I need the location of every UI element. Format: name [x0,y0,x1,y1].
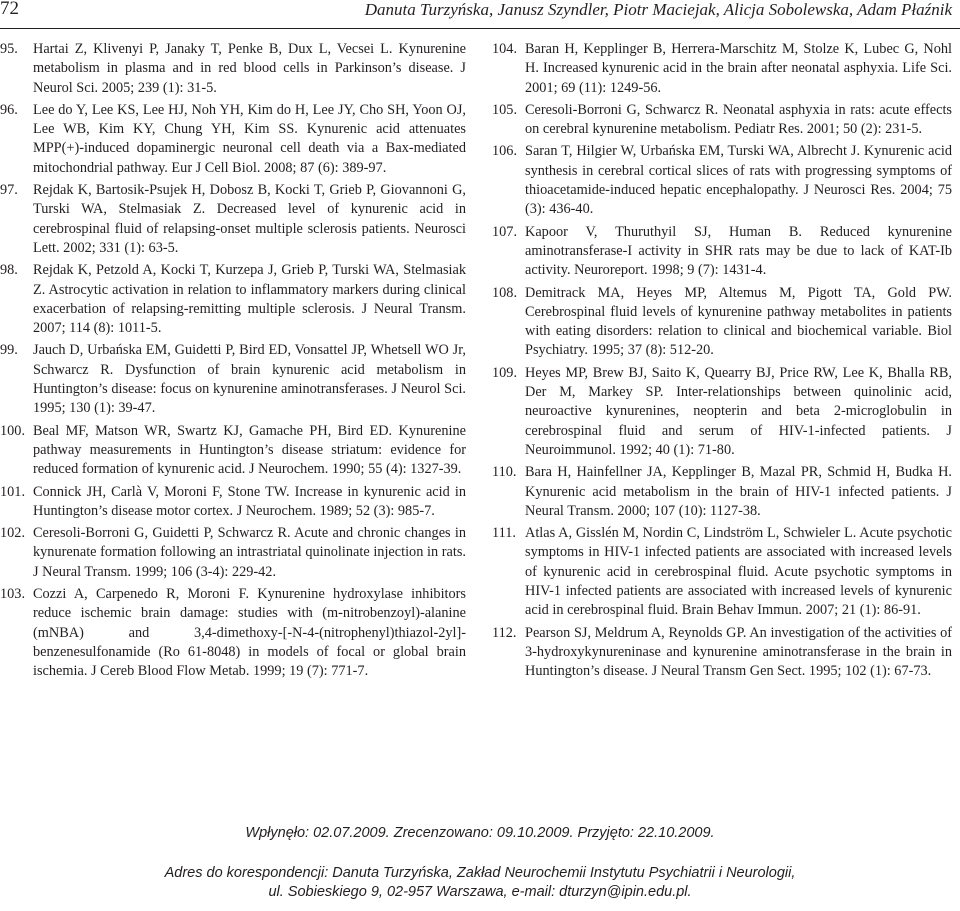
reference-text: Ceresoli-Borroni G, Guidetti P, Schwarcz R. Acute and chronic changes in kynurenate formation following an intrastriatal quinolinate injection in rats. J Neural Transm. 1999; 106 (3-4): 229-42. [33,525,466,580]
reference-101 [0,483,466,522]
reference-number: 105. [492,101,518,118]
reference-text: Cozzi A, Carpenedo R, Moroni F. Kynurenine hydroxylase inhibitors reduce ischemic brain damage: studies with (m-nitrobenzoyl)-alanine (mNBA) and 3,4-dimethoxy-[-N-4-(nitrophenyl)thiazol-2yl]-benzenesulfonamide (Ro 61-8048) in models of focal or global brain ischemia. J Cereb Blood Flow Metab. 1999; 19 (7): 771-7. [33,586,466,680]
reference-number: 104. [492,41,518,57]
references-left-column [0,40,466,682]
address-line-1: Adres do korespondencji: Danuta Turzyńska, Zakład Neurochemii Instytutu Psychiatrii i Neurologii, [164,865,796,881]
reference-number: 95. [0,41,18,57]
reference-number: 112. [492,624,517,641]
reference-number: 109. [492,364,518,381]
page-number: 72 [0,0,19,19]
reference-104 [492,40,952,98]
reference-103 [0,585,466,681]
reference-100 [0,422,466,480]
reference-text: Ceresoli-Borroni G, Schwarcz R. Neonatal asphyxia in rats: acute effects on cerebral kynurenine metabolism. Pediatr Res. 2001; 50 (2): 231-5. [525,101,952,138]
reference-number: 107. [492,223,518,240]
received-dates: Wpłynęło: 02.07.2009. Zrecenzowano: 09.10.2009. Przyjęto: 22.10.2009. [245,825,715,841]
reference-102 [0,524,466,582]
reference-number: 111. [492,525,516,542]
header-rule [0,28,960,29]
reference-text: Beal MF, Matson WR, Swartz KJ, Gamache PH, Bird ED. Kynurenine pathway measurements in Huntington’s disease striatum: evidence for reduced formation of kynurenic acid. J Neurochem. 1990; 55 (4): 1327-39. [33,422,466,478]
reference-text: Hartai Z, Klivenyi P, Janaky T, Penke B, Dux L, Vecsei L. Kynurenine metabolism in plasma and in red blood cells in Parkinson’s disease. J Neurol Sci. 2005; 239 (1): 31-5. [33,41,466,96]
reference-text: Demitrack MA, Heyes MP, Altemus M, Pigott TA, Gold PW. Cerebrospinal fluid levels of kynurenine pathway metabolites in patients with eating disorders: relation to clinical and biochemical variable. Biol Psychiatry. 1995; 37 (8): 512-20. [525,284,952,359]
reference-number: 97. [0,182,18,199]
reference-number: 103. [0,586,26,603]
reference-text: Connick JH, Carlà V, Moroni F, Stone TW. Increase in kynurenic acid in Huntington’s disease motor cortex. J Neurochem. 1989; 52 (3): 985-7. [33,483,466,519]
reference-111 [492,524,952,620]
reference-text: Rejdak K, Bartosik-Psujek H, Dobosz B, Kocki T, Grieb P, Giovannoni G, Turski WA, Stelmasiak Z. Decreased level of kynurenic acid in cerebrospinal fluid of relapsing-onset multiple sclerosis patients. Neurosci Lett. 2002; 331 (1): 63-5. [33,182,466,256]
running-header-authors: Danuta Turzyńska, Janusz Szyndler, Piotr Maciejak, Alicja Sobolewska, Adam Płaźnik [364,0,952,19]
reference-number: 96. [0,101,18,118]
reference-number: 101. [0,483,26,500]
reference-105 [492,101,952,140]
reference-number: 99. [0,342,18,359]
reference-110 [492,463,952,521]
reference-112 [492,624,952,682]
reference-99 [0,341,466,418]
reference-text: Jauch D, Urbańska EM, Guidetti P, Bird ED, Vonsattel JP, Whetsell WO Jr, Schwarcz R. Dysfunction of brain kynurenic acid metabolism in Huntington’s disease: focus on kynurenine aminotransferases. J Neurol Sci. 1995; 130 (1): 39-47. [33,342,466,417]
reference-text: Kapoor V, Thuruthyil SJ, Human B. Reduced kynurenine aminotransferase-I activity in SHR rats may be due to lack of KAT-Ib activity. Neuroreport. 1998; 9 (7): 1431-4. [525,223,952,279]
reference-98 [0,261,466,338]
reference-number: 100. [0,422,26,439]
reference-106 [492,142,952,219]
reference-95 [0,40,466,98]
references-right-column [492,40,952,682]
reference-number: 102. [0,525,26,542]
reference-109 [492,364,952,460]
reference-number: 106. [492,143,518,160]
reference-text: Saran T, Hilgier W, Urbańska EM, Turski WA, Albrecht J. Kynurenic acid synthesis in cerebral cortical slices of rats with progressing symptoms of thioacetamide-induced hepatic encephalopathy. J Neurosci Res. 2004; 75 (3): 436-40. [525,143,952,218]
reference-number: 98. [0,262,18,279]
reference-text: Atlas A, Gisslén M, Nordin C, Lindström L, Schwieler L. Acute psychotic symptoms in HIV-1 infected patients are associated with increased levels of kynurenic acid in cerebrospinal fluid. Acute psychotic symptoms in HIV-1 infected patients are associated with increased levels of kynurenic acid in cerebrospinal fluid. Brain Behav Immun. 2007; 21 (1): 86-91. [525,525,952,619]
reference-text: Bara H, Hainfellner JA, Kepplinger B, Mazal PR, Schmid H, Budka H. Kynurenic acid metabolism in the brain of HIV-1 infected patients. J Neural Transm. 2000; 107 (10): 1127-38. [525,464,952,519]
reference-108 [492,284,952,361]
reference-number: 108. [492,284,518,301]
correspondence-address [0,864,960,902]
reference-text: Lee do Y, Lee KS, Lee HJ, Noh YH, Kim do H, Lee JY, Cho SH, Yoon OJ, Lee WB, Kim KY, Chung YH, Kim SS. Kynurenic acid attenuates MPP(+)-induced dopaminergic neuronal cell death via a Bax-mediated mitochondrial pathway. Eur J Cell Biol. 2008; 87 (6): 389-97. [33,101,466,176]
reference-number: 110. [492,464,517,481]
reference-text: Baran H, Kepplinger B, Herrera-Marschitz M, Stolze K, Lubec G, Nohl H. Increased kynurenic acid in the brain after neonatal asphyxia. Life Sci. 2001; 69 (11): 1249-56. [525,41,952,96]
reference-text: Heyes MP, Brew BJ, Saito K, Quearry BJ, Price RW, Lee K, Bhalla RB, Der M, Markey SP. Inter-relationships between quinolinic acid, neuroactive kynurenines, neopterin and beta 2-microglobulin in cerebrospinal fluid and serum of HIV-1-infected patients. J Neuroimmunol. 1992; 40 (1): 71-80. [525,364,952,458]
reference-text: Pearson SJ, Meldrum A, Reynolds GP. An investigation of the activities of 3-hydroxykynureninase and kynurenine aminotransferase in the brain in Huntington’s disease. J Neural Transm Gen Sect. 1995; 102 (1): 67-73. [525,624,952,680]
reference-96 [0,101,466,178]
reference-text: Rejdak K, Petzold A, Kocki T, Kurzepa J, Grieb P, Turski WA, Stelmasiak Z. Astrocytic activation in relation to inflammatory markers during clinical exacerbation of relapsing-remitting multiple sclerosis. J Neural Transm. 2007; 114 (8): 1011-5. [33,262,466,337]
reference-97 [0,181,466,258]
reference-107 [492,223,952,281]
address-line-2: ul. Sobieskiego 9, 02-957 Warszawa, e-mail: dturzyn@ipin.edu.pl. [268,884,692,900]
